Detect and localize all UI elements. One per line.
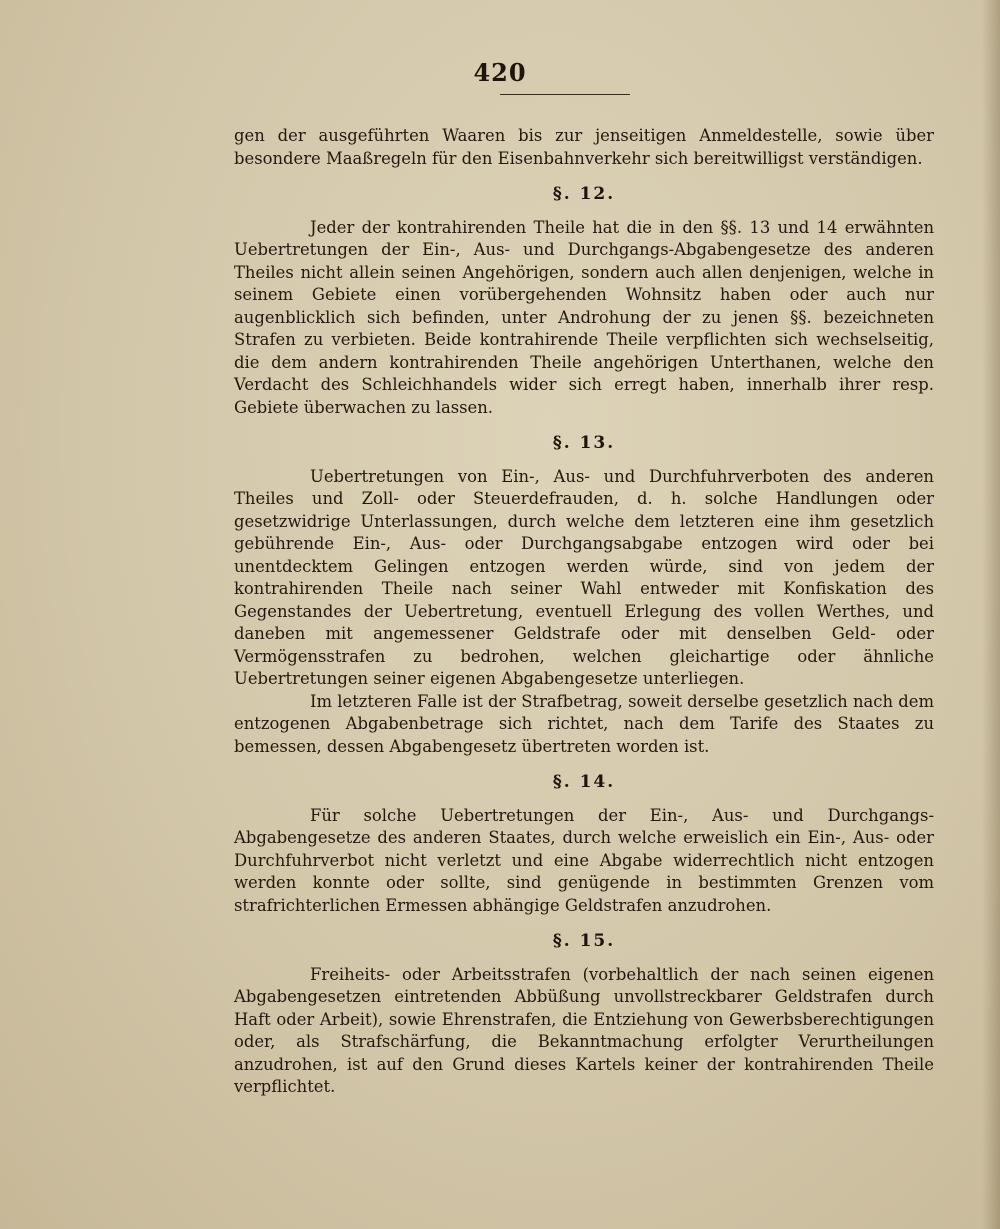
- header-rule: [500, 94, 630, 95]
- paragraph: Uebertretungen von Ein-, Aus- und Durchfuhrverboten des anderen Theiles und Zoll- oder Steuerdefrauden, d. h. solche Handlungen oder gesetzwidrige Unterlassungen, durch welche dem letzteren eine ihm gesetzlich gebührende Ein-, Aus- oder Durchgangsabgabe entzogen wird oder bei unentdecktem Gelingen entzogen werden würde, sind von jedem der kontrahirenden Theile nach seiner Wahl entweder mit Konfiskation des Gegenstandes der Uebertretung, eventuell Erlegung des vollen Werthes, und daneben mit angemessener Geldstrafe oder mit denselben Geld- oder Vermögensstrafen zu bedrohen, welchen gleichartige oder ähnliche Uebertretungen seiner eigenen Abgabengesetze unterliegen.: [234, 466, 934, 688]
- page-header: [0, 58, 1000, 87]
- document-body: [234, 125, 934, 1099]
- paragraph: Jeder der kontrahirenden Theile hat die in den §§. 13 und 14 erwähnten Uebertretungen der Ein-, Aus- und Durchgangs-Abgabengesetze des anderen Theiles nicht allein seinen Angehörigen, sondern auch allen denjenigen, welche in seinem Gebiete einen vorübergehenden Wohnsitz haben oder auch nur augenblicklich sich befinden, unter Androhung der zu jenen §§. bezeichneten Strafen zu verbieten. Beide kontrahirende Theile verpflichten sich wechselseitig, die dem andern kontrahirenden Theile angehörigen Unterthanen, welche den Verdacht des Schleichhandels wider sich erregt haben, innerhalb ihrer resp. Gebiete überwachen zu lassen.: [234, 217, 934, 417]
- section-heading: §. 12.: [552, 184, 616, 204]
- section-heading: §. 13.: [552, 433, 616, 453]
- paragraph: Im letzteren Falle ist der Strafbetrag, soweit derselbe gesetzlich nach dem entzogenen Abgabenbetrage sich richtet, nach dem Tarife des Staates zu bemessen, dessen Abgabengesetz übertreten worden ist.: [234, 691, 934, 756]
- paragraph: gen der ausgeführten Waaren bis zur jenseitigen Anmeldestelle, sowie über besondere Maaßregeln für den Eisenbahnverkehr sich bereitwilligst verständigen.: [234, 126, 934, 168]
- section-heading: §. 14.: [552, 772, 616, 792]
- paragraph: Freiheits- oder Arbeitsstrafen (vorbehaltlich der nach seinen eigenen Abgabengesetzen eintretenden Abbüßung unvollstreckbarer Geldstrafen durch Haft oder Arbeit), sowie Ehrenstrafen, die Entziehung von Gewerbsberechtigungen oder, als Strafschärfung, die Bekanntmachung erfolgter Verurtheilungen anzudrohen, ist auf den Grund dieses Kartels keiner der kontrahirenden Theile verpflichtet.: [234, 964, 934, 1096]
- section-heading: §. 15.: [552, 931, 616, 951]
- page-number: 420: [473, 58, 527, 87]
- paragraph: Für solche Uebertretungen der Ein-, Aus- und Durchgangs-Abgabengesetze des anderen Staates, durch welche erweislich ein Ein-, Aus- oder Durchfuhrverbot nicht verletzt und eine Abgabe widerrechtlich nicht entzogen werden konnte oder sollte, sind genügende in bestimmten Grenzen vom strafrichterlichen Ermessen abhängige Geldstrafen anzudrohen.: [234, 805, 934, 915]
